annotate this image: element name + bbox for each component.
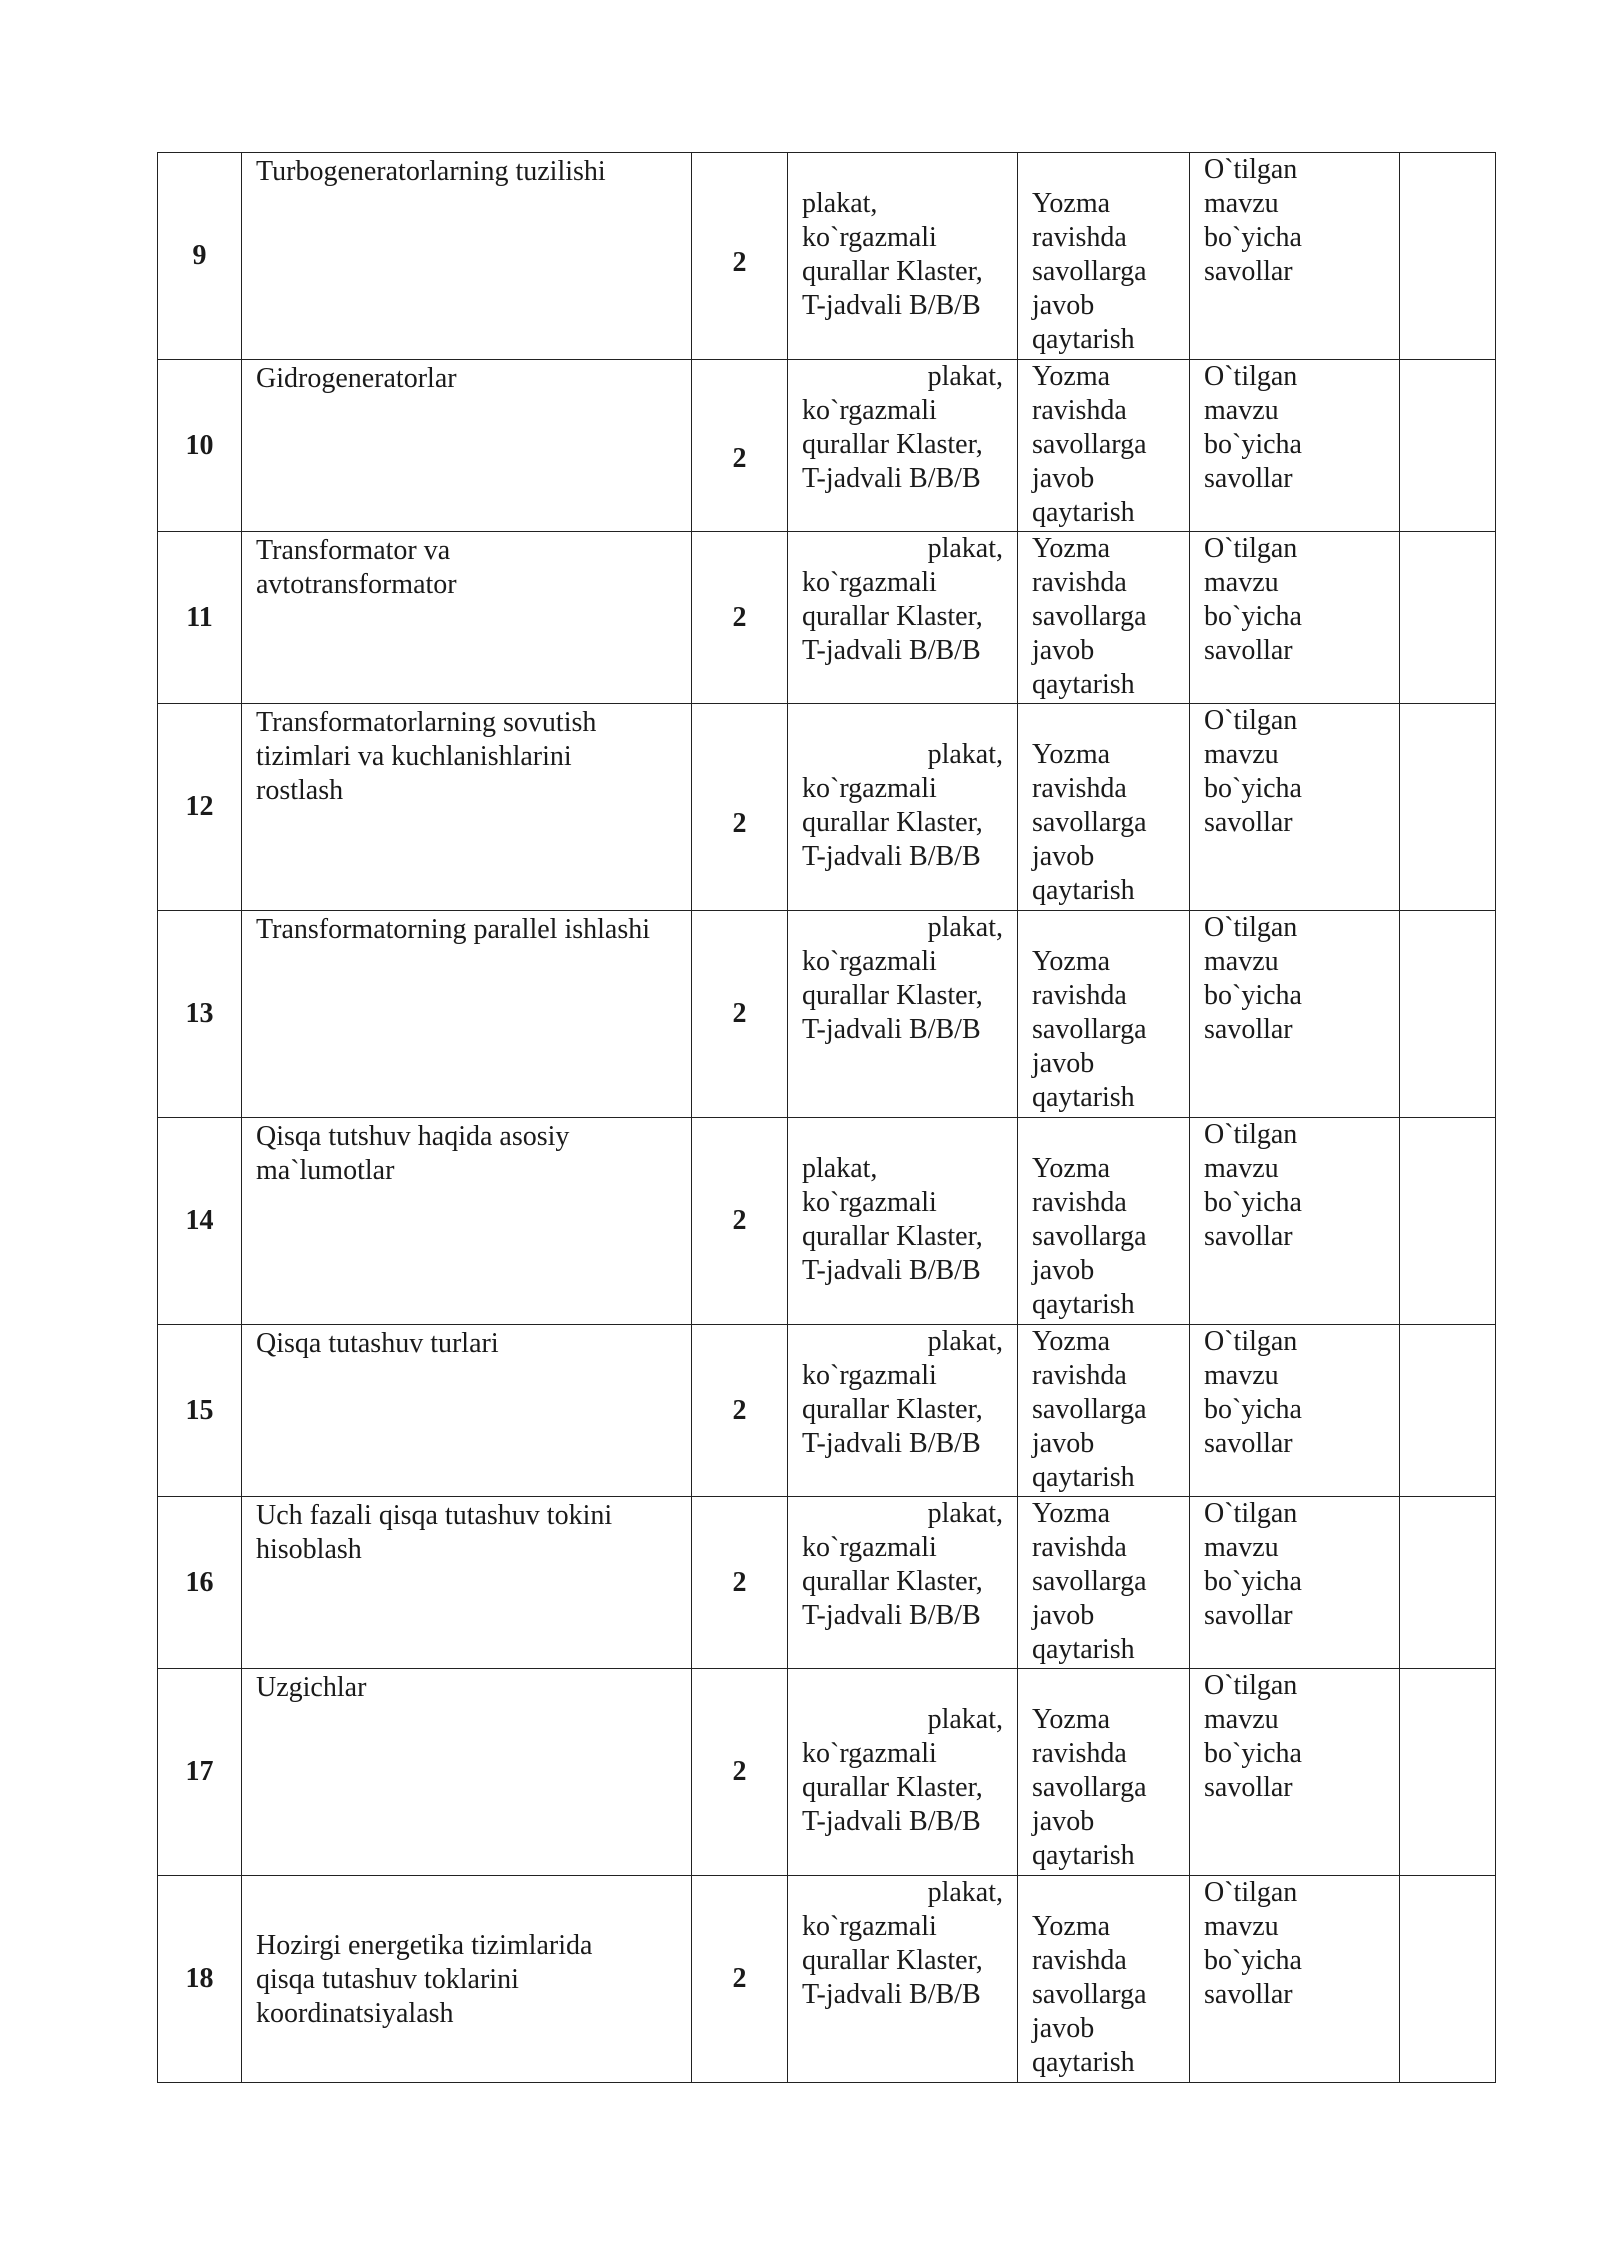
- method-rest: ko`rgazmali qurallar Klaster, T-jadvali B/B/B: [802, 773, 983, 872]
- hours-cell: 2: [692, 153, 788, 360]
- questions-cell: [1190, 1497, 1400, 1669]
- method-rest: ko`rgazmali qurallar Klaster, T-jadvali B/B/B: [802, 1187, 983, 1286]
- method-first: plakat,: [927, 1498, 1003, 1529]
- method-first: plakat,: [802, 188, 878, 219]
- topic-text: Qisqa tutashuv turlari: [256, 1328, 499, 1359]
- questions-text: O`tilgan mavzu bo`yicha savollar: [1204, 361, 1302, 494]
- questions-text: O`tilgan mavzu bo`yicha savollar: [1204, 1670, 1302, 1803]
- topic-cell: [242, 1669, 692, 1876]
- hours-cell: 2: [692, 360, 788, 532]
- method-cell: [788, 1118, 1018, 1325]
- method-rest: ko`rgazmali qurallar Klaster, T-jadvali B/B/B: [802, 1911, 983, 2010]
- topic-text: Transformator va avtotransformator: [256, 535, 457, 600]
- method-cell: [788, 1325, 1018, 1497]
- method-first: plakat,: [802, 1153, 878, 1184]
- method-cell: [788, 1497, 1018, 1669]
- questions-text: O`tilgan mavzu bo`yicha savollar: [1204, 533, 1302, 666]
- questions-text: O`tilgan mavzu bo`yicha savollar: [1204, 1498, 1302, 1631]
- method-rest: ko`rgazmali qurallar Klaster, T-jadvali B/B/B: [802, 946, 983, 1045]
- form-text: Yozma ravishda savollarga javob qaytarish: [1032, 533, 1147, 700]
- row-number: 14: [158, 1118, 242, 1325]
- hours-cell: 2: [692, 1669, 788, 1876]
- form-text: Yozma ravishda savollarga javob qaytarish: [1032, 361, 1147, 528]
- form-text: Yozma ravishda savollarga javob qaytarish: [1032, 739, 1147, 906]
- table-row: [158, 1876, 1496, 2083]
- method-rest: ko`rgazmali qurallar Klaster, T-jadvali B/B/B: [802, 222, 983, 321]
- method-first: plakat,: [927, 1877, 1003, 1908]
- questions-text: O`tilgan mavzu bo`yicha savollar: [1204, 705, 1302, 838]
- topic-text: Transformatorning parallel ishlashi: [256, 914, 651, 945]
- table-row: [158, 360, 1496, 532]
- method-cell: [788, 704, 1018, 911]
- questions-cell: [1190, 1669, 1400, 1876]
- hours-cell: 2: [692, 1325, 788, 1497]
- topic-cell: [242, 1325, 692, 1497]
- method-first: plakat,: [927, 361, 1003, 392]
- method-first: plakat,: [927, 912, 1003, 943]
- empty-cell: [1400, 911, 1496, 1118]
- topic-cell: [242, 153, 692, 360]
- empty-cell: [1400, 360, 1496, 532]
- method-cell: [788, 532, 1018, 704]
- questions-text: O`tilgan mavzu bo`yicha savollar: [1204, 1326, 1302, 1459]
- empty-cell: [1400, 1497, 1496, 1669]
- form-text: Yozma ravishda savollarga javob qaytarish: [1032, 1326, 1147, 1493]
- form-cell: [1018, 1876, 1190, 2083]
- table-row: [158, 911, 1496, 1118]
- table-row: [158, 153, 1496, 360]
- empty-cell: [1400, 704, 1496, 911]
- questions-cell: [1190, 532, 1400, 704]
- hours-cell: 2: [692, 704, 788, 911]
- topic-cell: [242, 360, 692, 532]
- questions-text: O`tilgan mavzu bo`yicha savollar: [1204, 154, 1302, 287]
- questions-cell: [1190, 1118, 1400, 1325]
- topic-text: Turbogeneratorlarning tuzilishi: [256, 156, 606, 187]
- method-cell: [788, 1669, 1018, 1876]
- form-text: Yozma ravishda savollarga javob qaytarish: [1032, 1704, 1147, 1871]
- method-rest: ko`rgazmali qurallar Klaster, T-jadvali B/B/B: [802, 395, 983, 494]
- questions-text: O`tilgan mavzu bo`yicha savollar: [1204, 1877, 1302, 2010]
- questions-cell: [1190, 911, 1400, 1118]
- row-number: 15: [158, 1325, 242, 1497]
- form-cell: [1018, 1497, 1190, 1669]
- questions-text: O`tilgan mavzu bo`yicha savollar: [1204, 1119, 1302, 1252]
- questions-cell: [1190, 360, 1400, 532]
- questions-cell: [1190, 704, 1400, 911]
- method-first: plakat,: [927, 1704, 1003, 1735]
- hours-cell: 2: [692, 911, 788, 1118]
- form-cell: [1018, 911, 1190, 1118]
- method-cell: [788, 360, 1018, 532]
- row-number: 18: [158, 1876, 242, 2083]
- form-text: Yozma ravishda savollarga javob qaytarish: [1032, 1153, 1147, 1320]
- table-row: [158, 1669, 1496, 1876]
- hours-cell: 2: [692, 1497, 788, 1669]
- questions-text: O`tilgan mavzu bo`yicha savollar: [1204, 912, 1302, 1045]
- form-text: Yozma ravishda savollarga javob qaytarish: [1032, 1911, 1147, 2078]
- questions-cell: [1190, 153, 1400, 360]
- topic-text: Qisqa tutshuv haqida asosiy ma`lumotlar: [256, 1121, 570, 1186]
- form-cell: [1018, 153, 1190, 360]
- empty-cell: [1400, 532, 1496, 704]
- row-number: 9: [158, 153, 242, 360]
- method-first: plakat,: [927, 533, 1003, 564]
- form-cell: [1018, 360, 1190, 532]
- topic-cell: [242, 911, 692, 1118]
- row-number: 10: [158, 360, 242, 532]
- row-number: 13: [158, 911, 242, 1118]
- questions-cell: [1190, 1876, 1400, 2083]
- empty-cell: [1400, 1669, 1496, 1876]
- form-cell: [1018, 1325, 1190, 1497]
- topic-cell: [242, 704, 692, 911]
- method-cell: [788, 1876, 1018, 2083]
- row-number: 17: [158, 1669, 242, 1876]
- hours-cell: 2: [692, 532, 788, 704]
- form-text: Yozma ravishda savollarga javob qaytarish: [1032, 188, 1147, 355]
- form-text: Yozma ravishda savollarga javob qaytarish: [1032, 946, 1147, 1113]
- table-row: [158, 532, 1496, 704]
- table-row: [158, 1118, 1496, 1325]
- topic-text: Hozirgi energetika tizimlarida qisqa tutashuv toklarini koordinatsiyalash: [256, 1930, 593, 2029]
- topic-cell: [242, 532, 692, 704]
- empty-cell: [1400, 153, 1496, 360]
- topic-cell: [242, 1118, 692, 1325]
- row-number: 11: [158, 532, 242, 704]
- topic-text: Uch fazali qisqa tutashuv tokini hisoblash: [256, 1500, 613, 1565]
- method-rest: ko`rgazmali qurallar Klaster, T-jadvali B/B/B: [802, 1738, 983, 1837]
- topic-text: Transformatorlarning sovutish tizimlari va kuchlanishlarini rostlash: [256, 707, 597, 806]
- method-first: plakat,: [927, 739, 1003, 770]
- method-first: plakat,: [927, 1326, 1003, 1357]
- form-cell: [1018, 1118, 1190, 1325]
- topic-cell: [242, 1876, 692, 2083]
- hours-cell: 2: [692, 1876, 788, 2083]
- form-text: Yozma ravishda savollarga javob qaytarish: [1032, 1498, 1147, 1665]
- table-row: [158, 1497, 1496, 1669]
- table-row: [158, 704, 1496, 911]
- empty-cell: [1400, 1876, 1496, 2083]
- topic-text: Gidrogeneratorlar: [256, 363, 457, 394]
- form-cell: [1018, 1669, 1190, 1876]
- method-cell: [788, 153, 1018, 360]
- empty-cell: [1400, 1325, 1496, 1497]
- method-cell: [788, 911, 1018, 1118]
- lesson-schedule-table: [157, 152, 1496, 2083]
- method-rest: ko`rgazmali qurallar Klaster, T-jadvali B/B/B: [802, 1532, 983, 1631]
- topic-cell: [242, 1497, 692, 1669]
- row-number: 12: [158, 704, 242, 911]
- method-rest: ko`rgazmali qurallar Klaster, T-jadvali B/B/B: [802, 1360, 983, 1459]
- empty-cell: [1400, 1118, 1496, 1325]
- questions-cell: [1190, 1325, 1400, 1497]
- hours-cell: 2: [692, 1118, 788, 1325]
- row-number: 16: [158, 1497, 242, 1669]
- method-rest: ko`rgazmali qurallar Klaster, T-jadvali B/B/B: [802, 567, 983, 666]
- form-cell: [1018, 532, 1190, 704]
- form-cell: [1018, 704, 1190, 911]
- topic-text: Uzgichlar: [256, 1672, 367, 1703]
- table-row: [158, 1325, 1496, 1497]
